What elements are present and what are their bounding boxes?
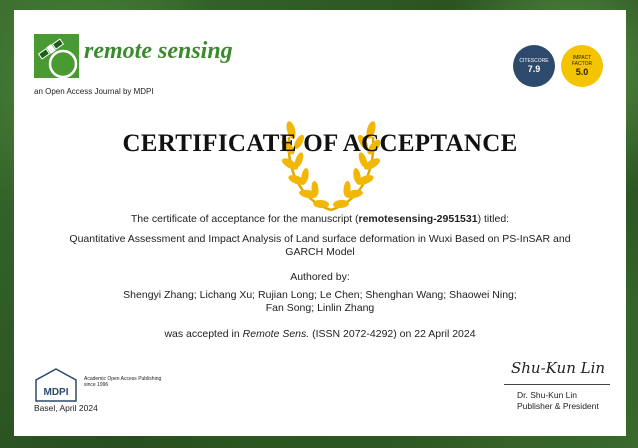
- impact-factor-badge: [561, 45, 603, 87]
- satellite-icon: [34, 34, 79, 78]
- laurel-wreath-icon: [271, 102, 391, 217]
- mdpi-logo-text: MDPI: [43, 387, 69, 398]
- certificate-intro: [14, 213, 626, 225]
- intro-prefix: The certificate of acceptance for the manuscript (: [130, 213, 359, 225]
- accepted-suffix: (ISSN 2072-4292) on 22 April 2024: [309, 328, 476, 340]
- mdpi-tagline: Academic Open Access Publishing: [84, 376, 162, 382]
- manuscript-id: remotesensing-2951531: [358, 213, 478, 225]
- citescore-value: 7.9: [527, 63, 541, 74]
- place-date: Basel, April 2024: [34, 403, 98, 413]
- manuscript-title-line-1: Quantitative Assessment and Impact Analysis of Land surface deformation in Wuxi Based on PS-InSAR and: [69, 233, 571, 245]
- signature-line: [504, 384, 610, 385]
- signer-name: Dr. Shu-Kun Lin: [517, 390, 578, 400]
- mdpi-tagline-block: [84, 376, 161, 388]
- journal-name: remote sensing: [84, 38, 233, 64]
- authors-line-1: Shengyi Zhang; Lichang Xu; Rujian Long; Le Chen; Shenghan Wang; Shaowei Ning;: [123, 289, 517, 301]
- manuscript-title-line-2: GARCH Model: [285, 246, 355, 258]
- journal-abbrev: Remote Sens.: [242, 328, 310, 340]
- impact-label-1: IMPACT: [572, 54, 592, 61]
- mdpi-since: since 1996: [84, 382, 109, 388]
- certificate-title: CERTIFICATE OF ACCEPTANCE: [122, 130, 518, 157]
- accepted-prefix: was accepted in: [164, 328, 243, 340]
- signature: Shu-Kun Lin: [511, 359, 606, 377]
- journal-tagline: an Open Access Journal by MDPI: [34, 87, 154, 96]
- citescore-label: CITESCORE: [519, 57, 549, 64]
- impact-factor-value: 5.0: [575, 66, 589, 77]
- authored-by-label: Authored by:: [290, 271, 350, 283]
- acceptance-statement: [14, 328, 626, 340]
- journal-logo: [34, 34, 79, 78]
- intro-suffix: ) titled:: [477, 213, 510, 225]
- signer-role: Publisher & President: [517, 401, 599, 411]
- certificate-paper: [14, 10, 626, 436]
- mdpi-logo: [35, 368, 77, 402]
- citescore-badge: [513, 45, 555, 87]
- impact-label-2: FACTOR: [571, 60, 593, 67]
- signer-block: [517, 390, 599, 412]
- authors-line-2: Fan Song; Linlin Zhang: [265, 302, 375, 314]
